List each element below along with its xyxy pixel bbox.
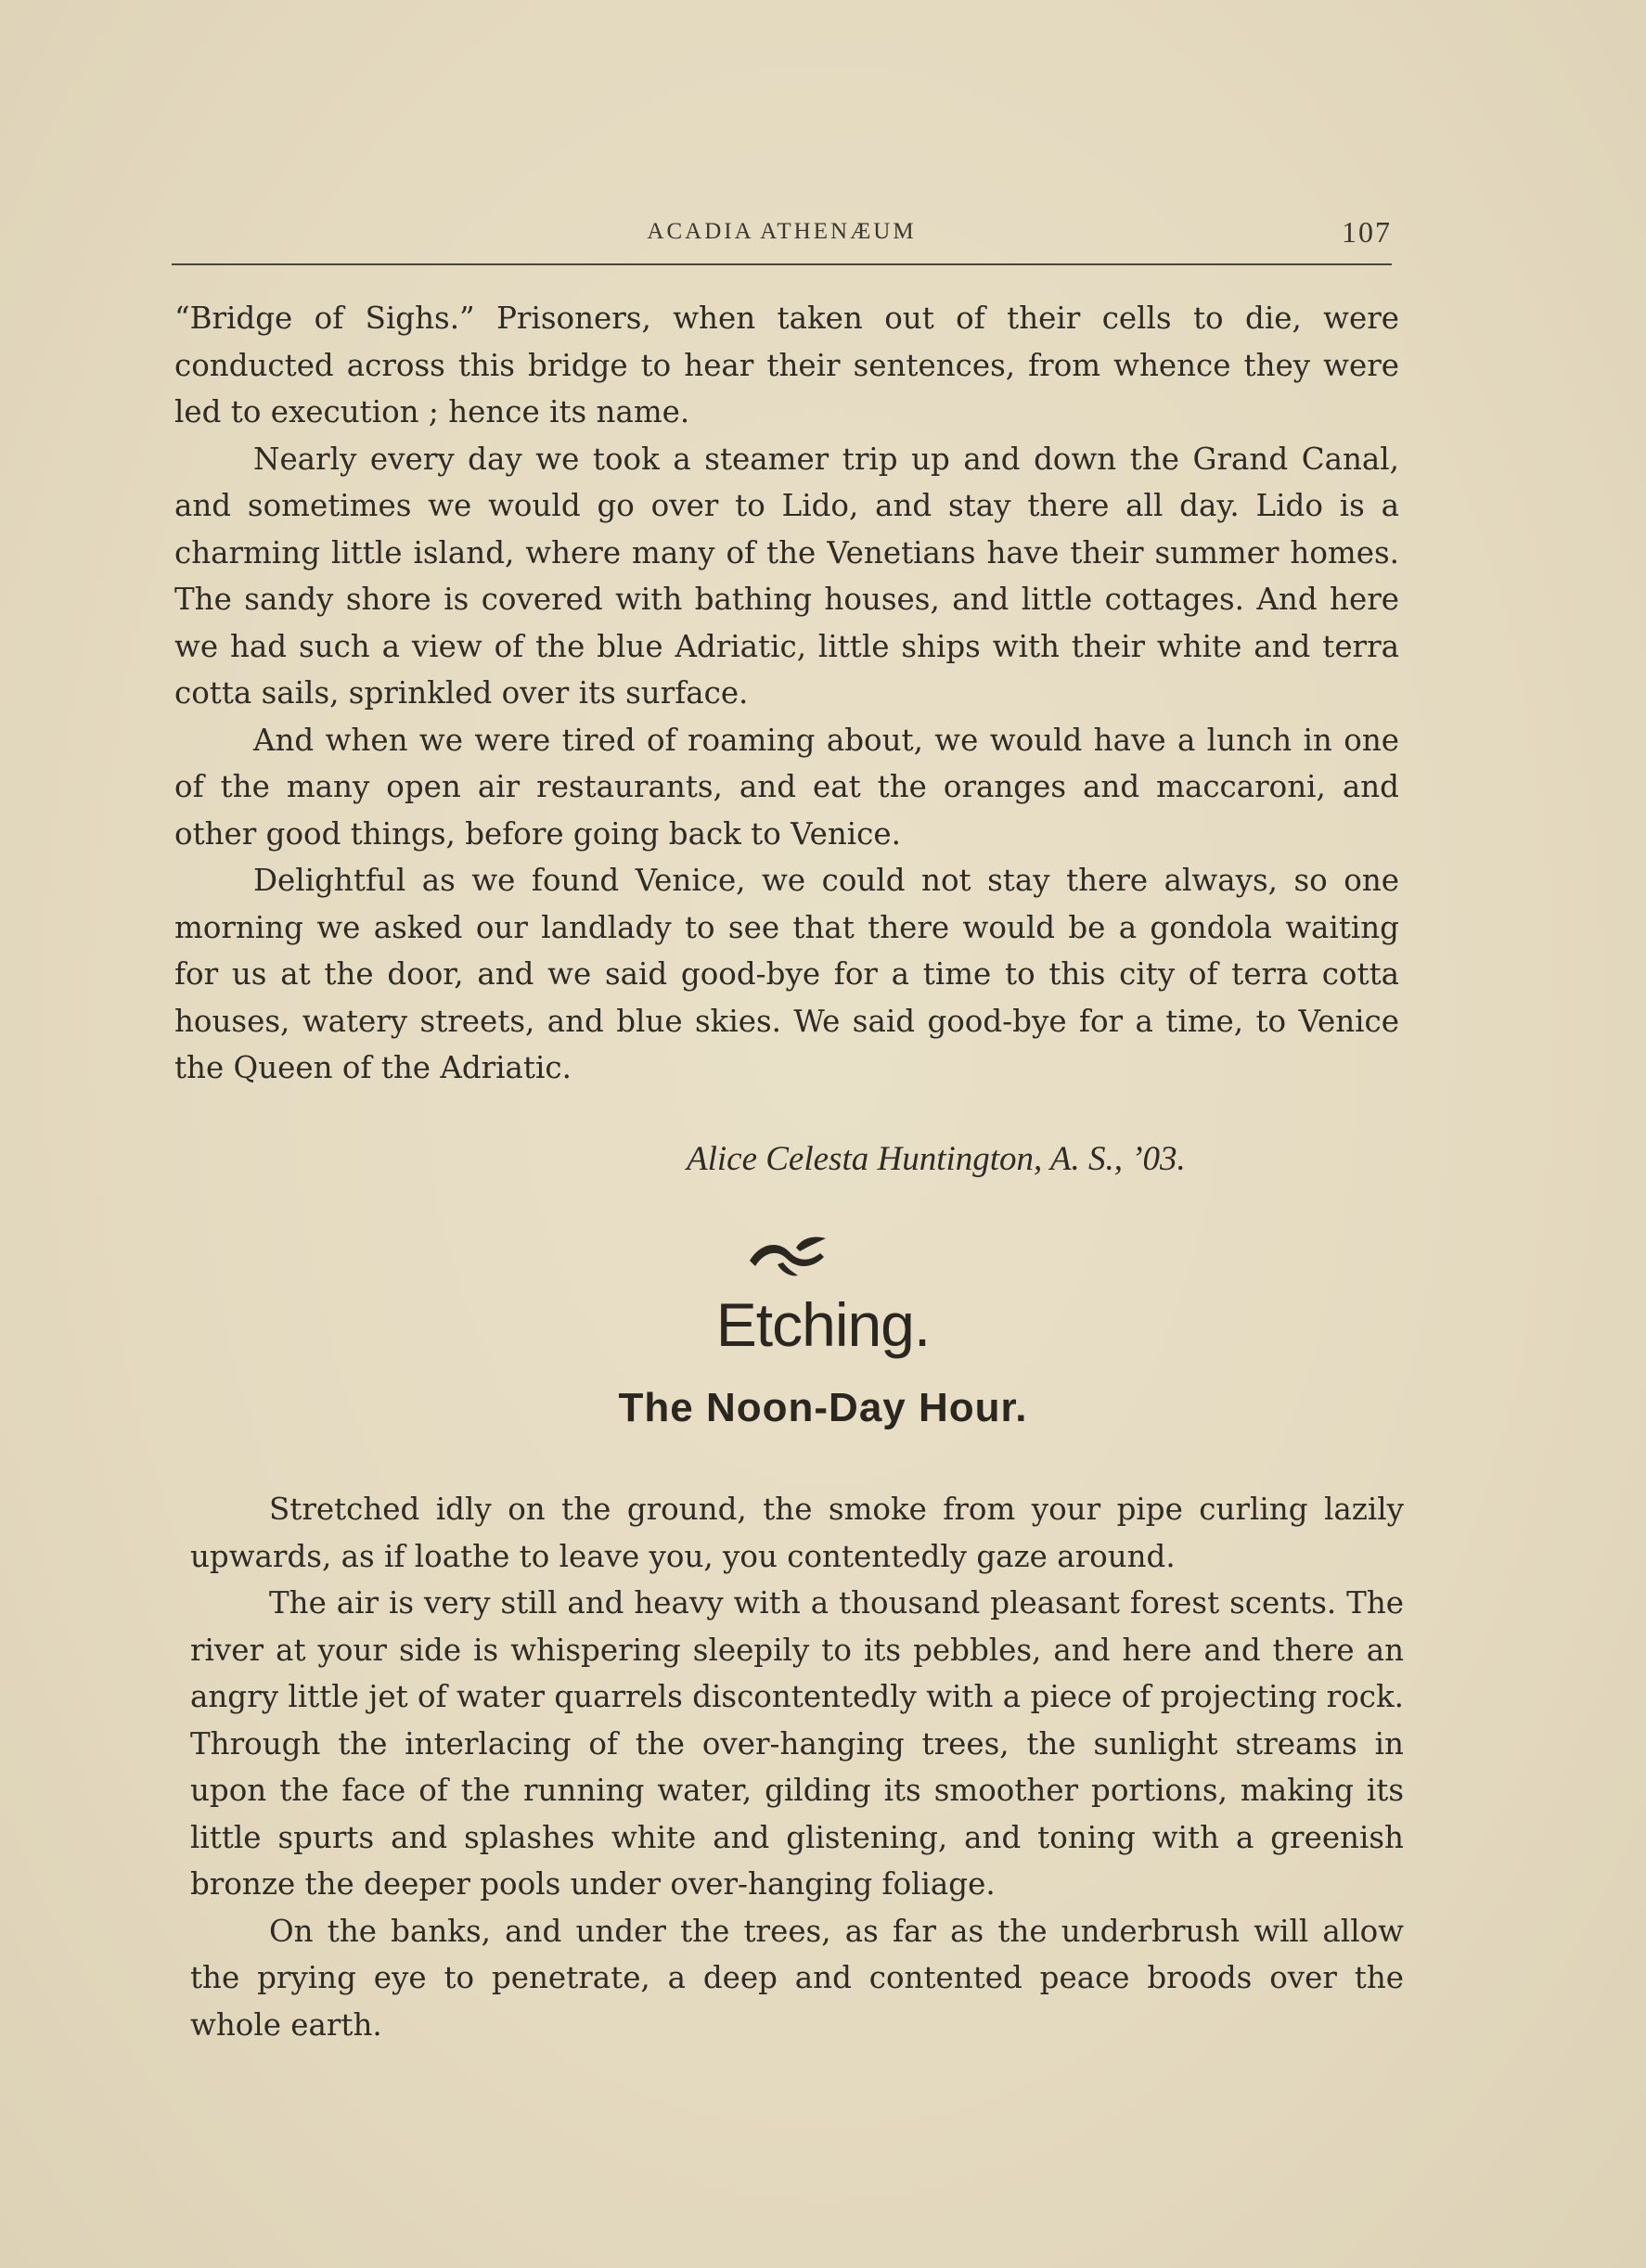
paragraph: The air is very still and heavy with a thousand pleasant forest scents. The river at your side is whispering sleepily to its pebbles, and here and there an angry little jet of water quarrels discontentedly with a piece of projecting rock. Through the interlacing of the over-hanging trees, the sunlight streams in upon the face of the running water, gilding its smoother portions, making its little spurts and splashes white and glistening, and toning with a greenish bronze the deeper pools under over-hanging foliage. [190, 1585, 1404, 1902]
section-title: Etching. [715, 1290, 931, 1359]
header-rule [172, 263, 1392, 265]
author-signature: Alice Celesta Huntington, A. S., ’03. [687, 1140, 1186, 1178]
paragraph: Nearly every day we took a steamer trip up and down the Grand Canal, and sometimes we would go over to Lido, and stay there all day. Lido is a charming little island, where many of the Venetians have their summer homes. The sandy shore is covered with bathing houses, and little cottages. And here we had such a view of the blue Adriatic, little ships with their white and terra cotta sails, sprinkled over its surface. [174, 441, 1399, 711]
article-title: The Noon-Day Hour. [618, 1385, 1028, 1430]
paragraph: Stretched idly on the ground, the smoke from your pipe curling lazily upwards, as if loathe to leave you, you contentedly gaze around. [190, 1492, 1404, 1574]
page-number: 107 [1342, 215, 1392, 249]
article-venice-body [174, 295, 1399, 1092]
paragraph: And when we were tired of roaming about, we would have a lunch in one of the many open air restaurants, and eat the oranges and maccaroni, and other good things, before going back to Venice. [174, 722, 1399, 852]
paragraph: “Bridge of Sighs.” Prisoners, when taken out of their cells to die, were conducted across this bridge to hear their sentences, from whence they were led to execution ; hence its name. [174, 301, 1399, 429]
running-head [172, 215, 1392, 256]
paragraph: Delightful as we found Venice, we could not stay there always, so one morning we asked our landlady to see that there would be a gondola waiting for us at the door, and we said good-bye for a time to this city of terra cotta houses, watery streets, and blue skies. We said good-bye for a time, to Venice the Queen of the Adriatic. [174, 863, 1399, 1085]
journal-title: ACADIA ATHENÆUM [647, 219, 917, 244]
fleuron-ornament-icon [740, 1229, 833, 1281]
article-noon-day-body [190, 1486, 1404, 2048]
paragraph: On the banks, and under the trees, as far as the underbrush will allow the prying eye to penetrate, a deep and contented peace broods over the whole earth. [190, 1913, 1404, 2043]
